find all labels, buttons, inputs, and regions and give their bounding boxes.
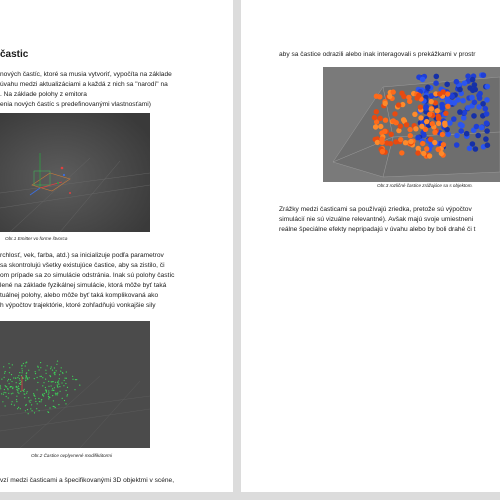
figure-collision-image <box>323 67 500 182</box>
paragraph-line: vzí medzi časticami a špecifikovanými 3D objektmi v scéne, <box>0 477 175 484</box>
paragraph-line: úvahu medzi aktualizáciami a každá z nich sa "narodí" na <box>0 81 168 88</box>
paragraph-line: . Na základe polohy z emitora <box>0 91 87 98</box>
paragraph-line: aby sa častice odrazili alebo inak interagovali s prekážkami v prostr <box>279 51 476 58</box>
paragraph-line: reálne špeciálne efekty nepripadajú v úvahu alebo by boli drahé či t <box>279 226 476 233</box>
paragraph-line: tuálnej polohy, alebo môže byť taká komplikovaná ako <box>0 292 159 299</box>
document-page-right <box>241 0 500 492</box>
figure-particles-image <box>0 321 150 448</box>
paragraph-line: Zrážky medzi časticami sa používajú zriedka, pretože sú výpočtov <box>279 206 472 213</box>
paragraph-line: lené na základe fyzikálnej simulácie, ktorá môže byť taká <box>0 282 167 289</box>
paragraph-line: enia nových častíc s predefinovanými vlastnosťami) <box>0 101 151 108</box>
paragraph-line: h výpočtov trajektórie, ktoré zohľadňujú vonkajšie sily <box>0 302 156 309</box>
paragraph-line: sa skontrolujú všetky existujúce častice, aby sa zistilo, či <box>0 262 165 269</box>
paragraph-line: om prípade sa zo simulácie odstránia. Inak sú polohy častíc <box>0 272 175 279</box>
paragraph-line: rchlosť, vek, farba, atd.) sa inicializuje podľa parametrov <box>0 252 164 259</box>
figure-caption: Obr.3 rozličné častice zrážajúce sa s objektom. <box>377 183 473 188</box>
figure-caption: Obr.1 Emitter vo forme štvorca <box>5 236 68 241</box>
figure-emitter-image <box>0 113 150 232</box>
section-heading: častic <box>0 49 29 60</box>
paragraph-line: simulácií nie sú vizuálne relevantné). Avšak majú svoje umiestneni <box>279 216 474 223</box>
figure-caption: Obr.2 Častice ovplyvnené modifikátormi <box>31 453 113 458</box>
paragraph-line: nových častíc, ktoré sa musia vytvoriť, vypočíta na základe <box>0 71 172 78</box>
document-page-left <box>0 0 233 492</box>
